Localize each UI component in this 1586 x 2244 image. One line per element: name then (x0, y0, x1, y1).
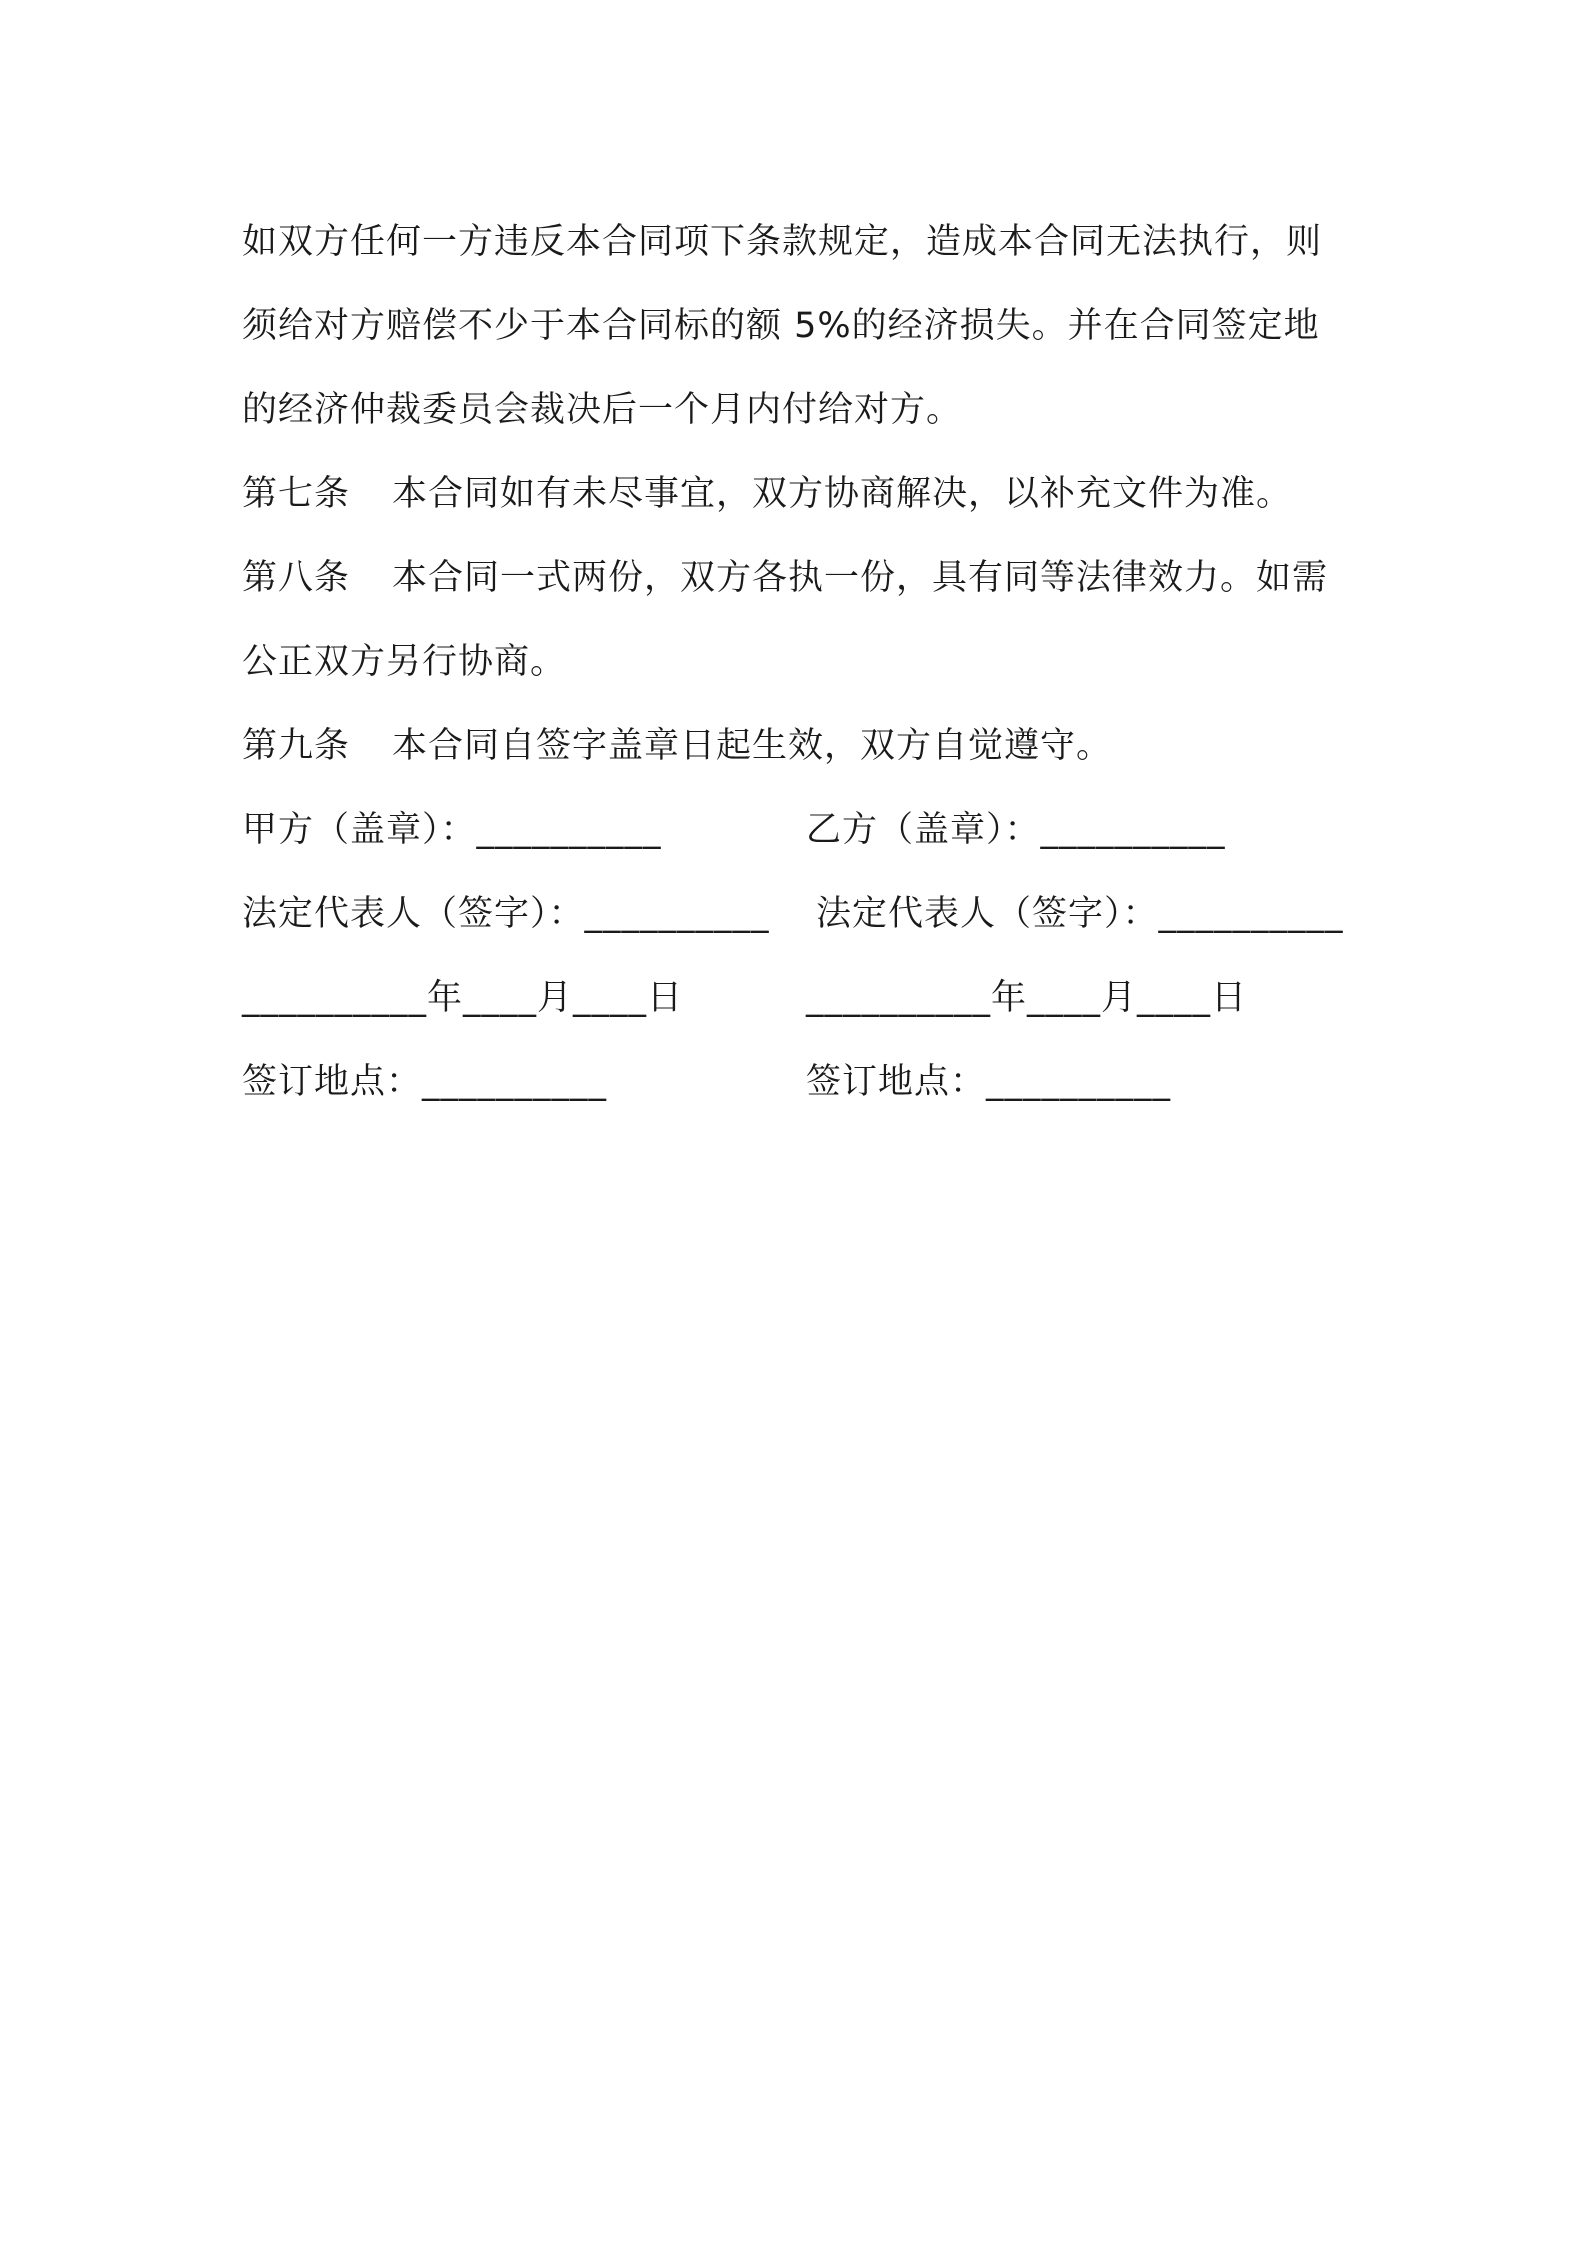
party-a-seal-field: 甲方（盖章）：__________ (242, 810, 662, 850)
party-a-date-field: __________年____月____日 (242, 978, 684, 1018)
paragraph-line: 如双方任何一方违反本合同项下条款规定，造成本合同无法执行，则 (242, 222, 1323, 262)
signature-row-representative (242, 872, 1352, 956)
article-number: 第八条 (242, 558, 351, 598)
article-number: 第九条 (242, 726, 351, 766)
article-7 (242, 452, 1352, 536)
article-text: 本合同如有未尽事宜，双方协商解决，以补充文件为准。 (392, 474, 1293, 514)
signature-row-date (242, 956, 1352, 1040)
article-text: 本合同自签字盖章日起生效，双方自觉遵守。 (392, 726, 1113, 766)
article-8-continuation: 公正双方另行协商。 (242, 642, 567, 682)
signature-row-place (242, 1040, 1352, 1124)
contract-body (242, 200, 1352, 1124)
party-b-place-field: 签订地点：__________ (806, 1062, 1172, 1102)
article-9 (242, 704, 1352, 788)
article-8 (242, 536, 1352, 620)
paragraph-line: 的经济仲裁委员会裁决后一个月内付给对方。 (242, 390, 963, 430)
article-text: 本合同一式两份，双方各执一份，具有同等法律效力。如需 (392, 558, 1329, 598)
signature-row-seal (242, 788, 1352, 872)
article-number: 第七条 (242, 474, 351, 514)
paragraph-line: 须给对方赔偿不少于本合同标的额 5%的经济损失。并在合同签定地 (242, 306, 1320, 346)
party-b-date-field: __________年____月____日 (806, 978, 1248, 1018)
party-b-seal-field: 乙方（盖章）：__________ (806, 810, 1226, 850)
party-a-place-field: 签订地点：__________ (242, 1062, 608, 1102)
party-a-representative-field: 法定代表人（签字）：__________ (242, 894, 770, 934)
party-b-representative-field: 法定代表人（签字）：__________ (816, 894, 1344, 934)
